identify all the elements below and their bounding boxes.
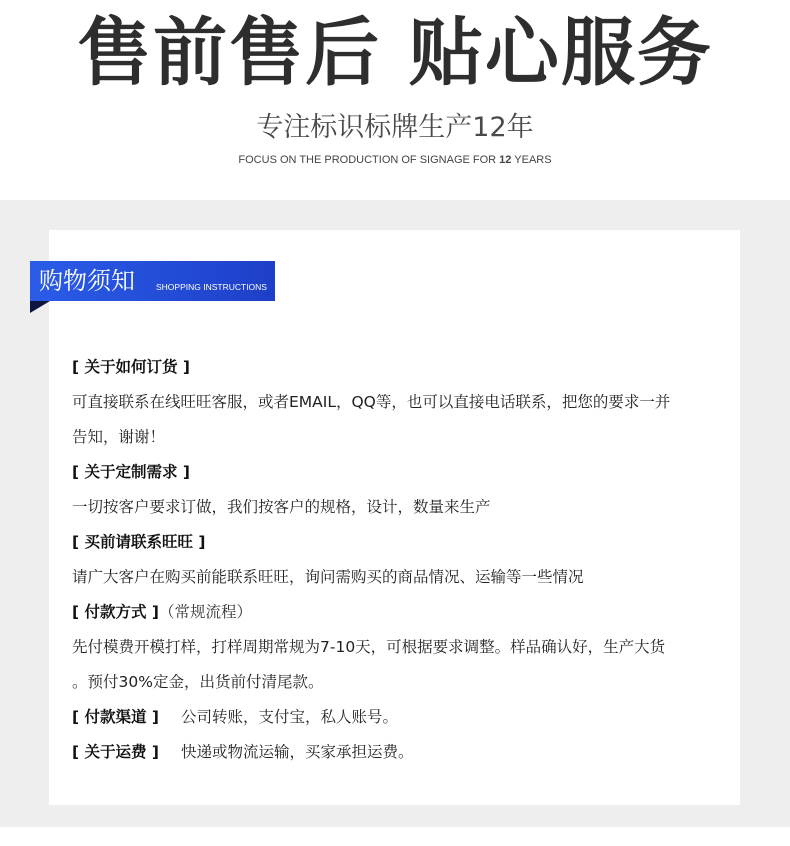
hero-banner	[0, 0, 790, 200]
section-heading	[72, 525, 732, 560]
section-heading-note: （常规流程）	[158, 603, 252, 621]
section-heading	[72, 455, 732, 490]
hero-tagline	[0, 152, 790, 168]
section-heading	[72, 700, 732, 735]
section-heading-text: [ 关于如何订货 ]	[72, 358, 190, 376]
badge-title: 购物须知	[39, 267, 135, 295]
section-inline-text: 快递或物流运输，买家承担运费。	[180, 743, 414, 761]
section-heading-text: [ 关于定制需求 ]	[72, 463, 190, 481]
section-heading	[72, 735, 732, 770]
section-text: 可直接联系在线旺旺客服，或者EMAIL，QQ等，也可以直接电话联系，把您的要求一并	[72, 393, 671, 411]
hero-tagline-suffix: YEARS	[511, 154, 552, 166]
section-heading	[72, 595, 732, 630]
hero-title: 售前售后 贴心服务	[77, 10, 713, 96]
hero-tagline-prefix: FOCUS ON THE PRODUCTION OF SIGNAGE FOR	[238, 154, 500, 166]
section-text: 先付模费开模打样，打样周期常规为7-10天，可根据要求调整。样品确认好，生产大货	[72, 638, 666, 656]
section-inline-text: 公司转账，支付宝，私人账号。	[180, 708, 398, 726]
section-text: 一切按客户要求订做，我们按客户的规格，设计，数量来生产	[72, 498, 491, 516]
section-heading-text: [ 付款方式 ]	[72, 603, 159, 621]
hero-subtitle: 专注标识标牌生产12年	[256, 112, 534, 143]
section-heading-text: [ 关于运费 ]	[72, 743, 159, 761]
section-text: 请广大客户在购买前能联系旺旺，询问需购买的商品情况、运输等一些情况	[72, 568, 584, 586]
badge-subtitle: SHOPPING INSTRUCTIONS	[156, 282, 267, 292]
section-text: 告知，谢谢！	[72, 428, 166, 446]
badge-fold-shadow	[30, 301, 50, 313]
section-text: 。预付30%定金，出货前付清尾款。	[72, 673, 324, 691]
hero-tagline-number: 12	[499, 154, 512, 166]
instructions-content	[72, 350, 732, 770]
section-heading-text: [ 付款渠道 ]	[72, 708, 159, 726]
section-heading-text: [ 买前请联系旺旺 ]	[72, 533, 206, 551]
section-heading	[72, 350, 732, 385]
bottom-strip	[0, 827, 790, 846]
